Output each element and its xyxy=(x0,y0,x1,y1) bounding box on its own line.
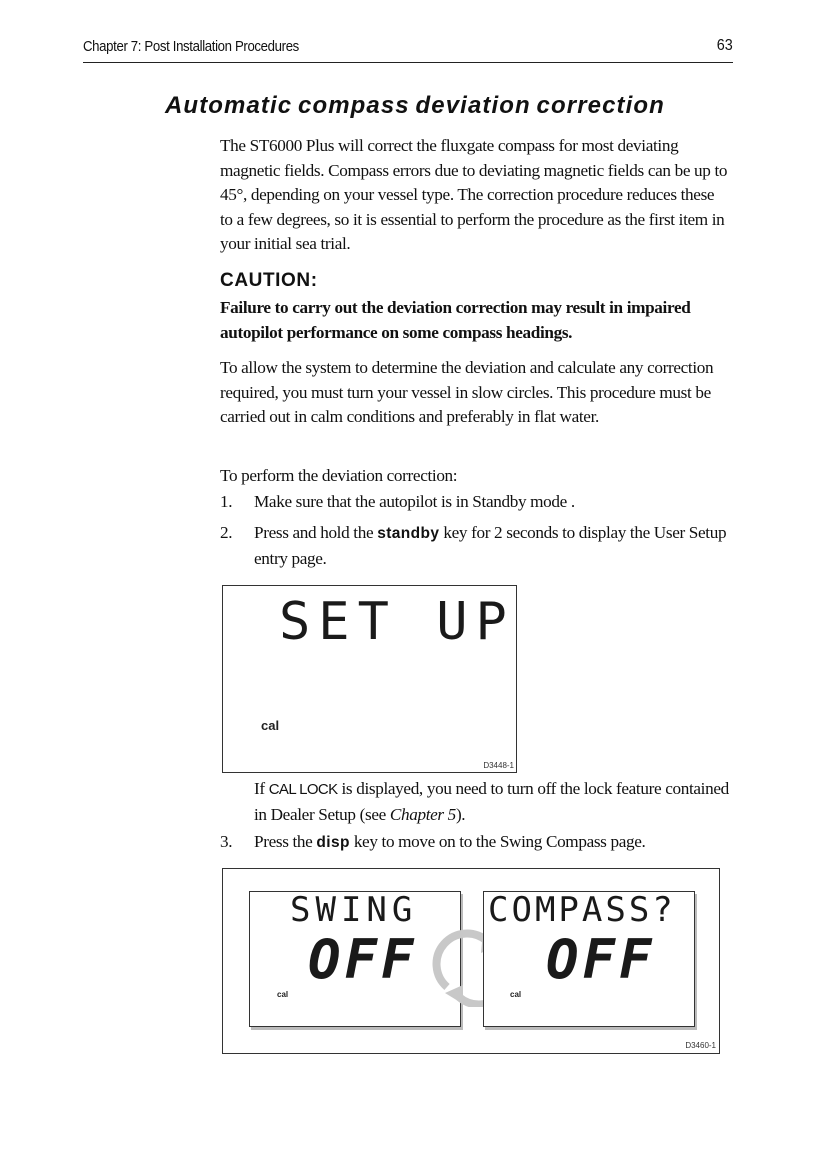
lcd-swing-text: SWING xyxy=(290,890,418,930)
lcd-compass-text: COMPASS? xyxy=(488,890,676,930)
step-number: 2. xyxy=(220,523,233,542)
step-text: Make sure that the autopilot is in Standby mode . xyxy=(254,492,575,511)
intro-paragraph: The ST6000 Plus will correct the fluxgate compass for most deviating magnetic fields. Compass errors due to deviating magnetic fields can be up to 45°, depending on your vessel type. The correction procedure reduces these to a few degrees, so it is essential to perform the procedure as the first item in your initial sea trial. xyxy=(220,136,728,253)
section-title: Automatic compass deviation correction xyxy=(165,92,665,119)
step-number: 1. xyxy=(220,492,233,511)
page-number: 63 xyxy=(716,37,733,54)
cal-indicator: cal xyxy=(510,990,522,999)
step-text xyxy=(254,830,730,856)
step-text xyxy=(254,521,730,571)
step-number: 3. xyxy=(220,832,233,851)
lcd-off-value: OFF xyxy=(546,928,656,991)
step-2 xyxy=(220,521,730,571)
step-3 xyxy=(220,830,730,856)
note-end: ). xyxy=(455,804,466,824)
cal-indicator: cal xyxy=(261,718,280,733)
procedure-intro: To perform the deviation correction: xyxy=(220,466,458,485)
figure-id: D3460-1 xyxy=(685,1041,716,1050)
chapter-reference: Chapter 5 xyxy=(389,804,456,824)
running-header-chapter: Chapter 7: Post Installation Procedures xyxy=(83,38,299,55)
disp-key-name: disp xyxy=(316,834,350,851)
step-text-before: Press the xyxy=(254,832,313,851)
caution-text: Failure to carry out the deviation correction may result in impaired autopilot performance on some compass headings. xyxy=(220,298,691,342)
step-text-after: key to move on to the Swing Compass page. xyxy=(353,832,646,851)
swing-compass-figure xyxy=(222,868,720,1054)
caution-heading: CAUTION: xyxy=(220,270,318,291)
note-after: is displayed, you need to turn off the lock feature contained in Dealer Setup (see xyxy=(254,779,729,824)
setup-display-figure xyxy=(222,585,517,773)
note-before: If xyxy=(254,779,265,798)
cal-lock-label: CAL LOCK xyxy=(268,781,338,798)
header-divider xyxy=(83,62,733,63)
step-text-after: key for 2 seconds to display the User Setup entry page. xyxy=(254,523,727,568)
step-1 xyxy=(220,490,730,515)
note-text xyxy=(254,777,730,827)
lcd-setup-text: SET UP xyxy=(279,592,515,652)
lcd-off-value: OFF xyxy=(308,928,418,991)
cal-lock-note xyxy=(220,777,730,827)
turning-paragraph: To allow the system to determine the deviation and calculate any correction required, you must turn your vessel in slow circles. This procedure must be carried out in calm conditions and preferably in flat water. xyxy=(220,358,714,426)
figure-id: D3448-1 xyxy=(483,761,514,770)
standby-key-name: standby xyxy=(377,525,440,542)
compass-display-panel xyxy=(483,891,695,1027)
step-text-before: Press and hold the xyxy=(254,523,374,542)
cal-indicator: cal xyxy=(277,990,289,999)
